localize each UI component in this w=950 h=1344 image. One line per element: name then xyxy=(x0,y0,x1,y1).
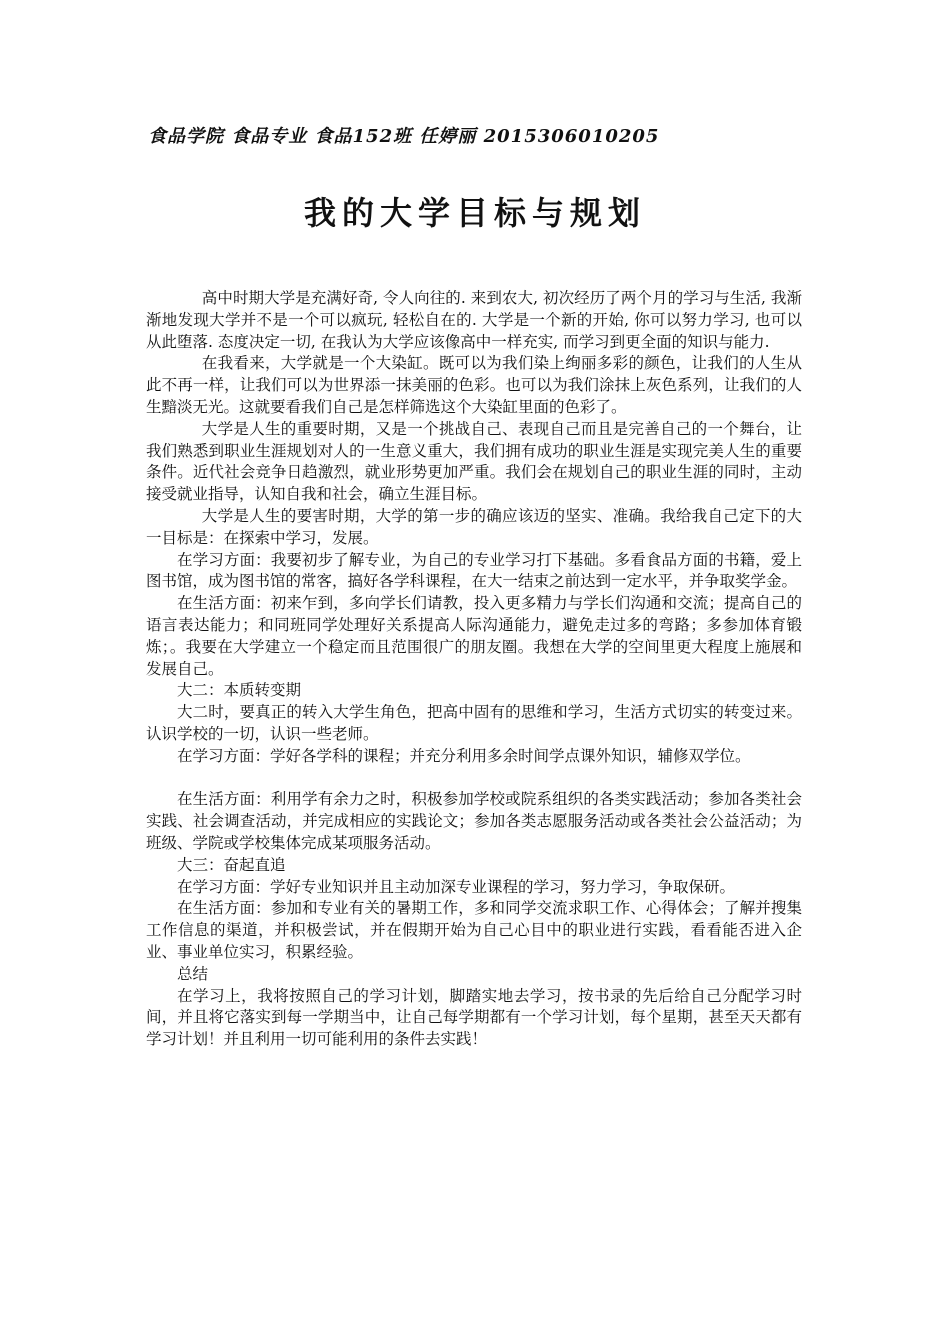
author-header: 食品学院 食品专业 食品152班 任婷丽 2015306010205 xyxy=(148,126,660,147)
section-heading: 大三：奋起直追 xyxy=(177,855,286,874)
paragraph: 在学习上，我将按照自己的学习计划，脚踏实地去学习，按书录的先后给自己分配学习时间，并且将它落实到每一学期当中，让自己每学期都有一个学习计划，每个星期，甚至天天都有学习计划！并且利用一切可能利用的条件去实践！ xyxy=(146,986,802,1049)
paragraph: 在学习方面：学好各学科的课程；并充分利用多余时间学点课外知识，辅修双学位。 xyxy=(177,746,751,765)
section-heading: 大二：本质转变期 xyxy=(177,681,302,700)
paragraph: 大学是人生的重要时期，又是一个挑战自己、表现自己而且是完善自己的一个舞台，让我们熟悉到职业生涯规划对人的一生意义重大，我们拥有成功的职业生涯是实现完美人生的重要条件。近代社会竞争日趋激烈，就业形势更加严重。我们会在规划自己的职业生涯的同时，主动接受就业指导，认知自我和社会，确立生涯目标。 xyxy=(146,419,802,504)
paragraph: 大学是人生的要害时期，大学的第一步的确应该迈的坚实、准确。我给我自己定下的大一目标是：在探索中学习，发展。 xyxy=(146,506,802,547)
paragraph: 在我看来，大学就是一个大染缸。既可以为我们染上绚丽多彩的颜色，让我们的人生从此不再一样，让我们可以为世界添一抹美丽的色彩。也可以为我们涂抹上灰色系列，让我们的人生黯淡无光。这就要看我们自己是怎样筛选这个大染缸里面的色彩了。 xyxy=(146,354,802,416)
document-title: 我的大学目标与规划 xyxy=(303,194,646,232)
blank-line xyxy=(146,768,802,790)
paragraph: 在学习方面：我要初步了解专业，为自己的专业学习打下基础。多看食品方面的书籍，爱上图书馆，成为图书馆的常客，搞好各学科课程，在大一结束之前达到一定水平，并争取奖学金。 xyxy=(146,550,802,591)
paragraph: 大二时，要真正的转入大学生角色，把高中固有的思维和学习，生活方式切实的转变过来。认识学校的一切，认识一些老师。 xyxy=(146,703,802,743)
paragraph: 高中时期大学是充满好奇, 令人向往的. 来到农大, 初次经历了两个月的学习与生活, 我渐渐地发现大学并不是一个可以疯玩, 轻松自在的. 大学是一个新的开始, 你可以努力学习, 也可以从此堕落. 态度决定一切, 在我认为大学应该像高中一样充实, 而学习到更全面的知识与能力. xyxy=(146,289,802,351)
paragraph: 在生活方面：初来乍到，多向学长们请教，投入更多精力与学长们沟通和交流；提高自己的语言表达能力；和同班同学处理好关系提高人际沟通能力，避免走过多的弯路；多参加体育锻炼；。我要在大学建立一个稳定而且范围很广的朋友圈。我想在大学的空间里更大程度上施展和发展自己。 xyxy=(146,594,802,678)
paragraph: 在学习方面：学好专业知识并且主动加深专业课程的学习，努力学习，争取保研。 xyxy=(177,877,736,896)
document-body xyxy=(146,288,802,1051)
paragraph: 在生活方面：利用学有余力之时，积极参加学校或院系组织的各类实践活动；参加各类社会实践、社会调查活动，并完成相应的实践论文；参加各类志愿服务活动或各类社会公益活动；为班级、学院或学校集体完成某项服务活动。 xyxy=(146,790,802,852)
section-heading: 总结 xyxy=(177,964,209,983)
paragraph: 在生活方面：参加和专业有关的暑期工作，多和同学交流求职工作、心得体会；了解并搜集工作信息的渠道，并积极尝试，并在假期开始为自己心目中的职业进行实践，看看能否进入企业、事业单位实习，积累经验。 xyxy=(146,899,802,961)
